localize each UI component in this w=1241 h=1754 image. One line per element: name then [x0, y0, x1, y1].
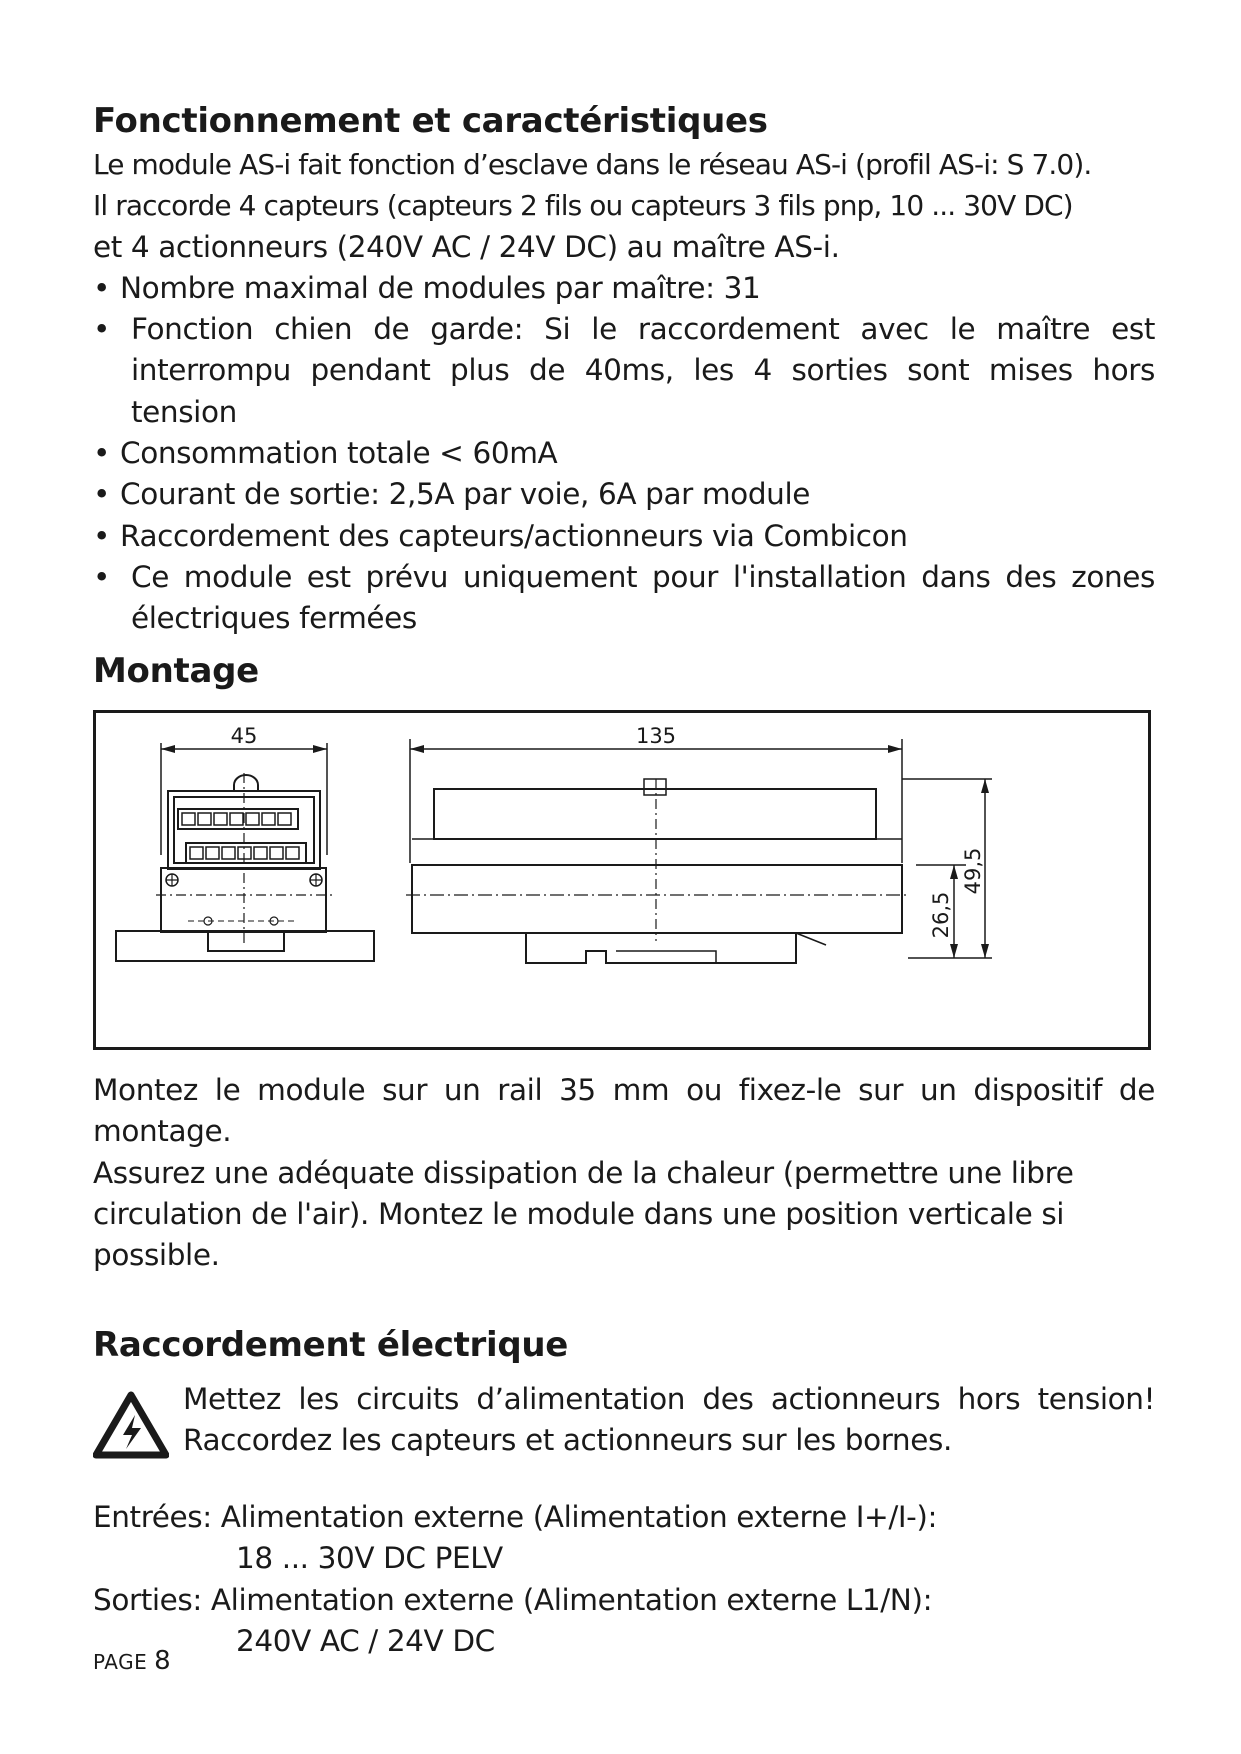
- warning-line: Mettez les circuits d’alimentation des actionneurs hors tension!: [183, 1382, 1155, 1416]
- list-item: • Nombre maximal de modules par maître: 31: [93, 268, 1155, 309]
- terminal-row-bottom: [186, 843, 306, 863]
- warning-line: Raccordez les capteurs et actionneurs sur les bornes.: [183, 1423, 952, 1458]
- section-title-fonctionnement: Fonctionnement et caractéristiques: [93, 101, 768, 141]
- intro-line: Le module AS-i fait fonction d’esclave dans le réseau AS-i (profil AS-i: S 7.0).: [93, 148, 1092, 181]
- feature-list: [93, 268, 1155, 640]
- mounting-dimension-drawing: [93, 710, 1151, 1050]
- dim-label-length: 135: [635, 724, 677, 748]
- technical-drawing: [96, 713, 1148, 1047]
- intro-line: Il raccorde 4 capteurs (capteurs 2 fils ou capteurs 3 fils pnp, 10 ... 30V DC): [93, 189, 1073, 223]
- list-item: • Fonction chien de garde: Si le raccordement avec le maître est interrompu pendant plus de 40ms, les 4 sorties sont mises hors tension: [93, 309, 1155, 433]
- mounting-line: possible.: [93, 1238, 220, 1273]
- mounting-line: Assurez une adéquate dissipation de la chaleur (permettre une libre: [93, 1155, 1074, 1190]
- terminal-row-top: [178, 809, 298, 829]
- warning-text: [183, 1379, 1155, 1462]
- intro-paragraph: [93, 144, 1155, 268]
- module-body-side: [412, 865, 902, 933]
- mounting-instructions: [93, 1070, 1155, 1276]
- inputs-value: 18 ... 30V DC PELV: [236, 1541, 503, 1576]
- power-supply-specs: [93, 1497, 1155, 1662]
- outputs-label: Sorties: Alimentation externe (Alimentation externe L1/N):: [93, 1582, 933, 1617]
- intro-line: et 4 actionneurs (240V AC / 24V DC) au maître AS-i.: [93, 229, 840, 264]
- section-title-raccordement: Raccordement électrique: [93, 1325, 569, 1365]
- dim-label-height-lower: 26,5: [929, 891, 953, 939]
- inputs-label: Entrées: Alimentation externe (Alimentation externe I+/I-):: [93, 1500, 938, 1534]
- mounting-paragraph: Montez le module sur un rail 35 mm ou fixez-le sur un dispositif de montage.: [93, 1073, 1155, 1149]
- top-tab: [234, 775, 258, 791]
- page-label: PAGE: [93, 1650, 148, 1674]
- page-footer: [93, 1646, 171, 1676]
- mounting-line: circulation de l'air). Montez le module dans une position verticale si: [93, 1196, 1065, 1231]
- dim-label-width: 45: [230, 724, 258, 748]
- list-item: • Ce module est prévu uniquement pour l'installation dans des zones électriques fermées: [93, 557, 1155, 640]
- list-item: • Raccordement des capteurs/actionneurs via Combicon: [93, 516, 1155, 557]
- dim-label-height-total: 49,5: [961, 847, 985, 895]
- electrical-hazard-warning-icon: [93, 1391, 169, 1459]
- module-top-side: [434, 789, 876, 839]
- rail-foot: [526, 933, 796, 963]
- list-item: • Consommation totale < 60mA: [93, 433, 1155, 474]
- outputs-value: 240V AC / 24V DC: [236, 1623, 495, 1658]
- document-page: [93, 98, 1155, 1676]
- section-title-montage: Montage: [93, 651, 259, 691]
- terminal-screws: [182, 813, 299, 859]
- list-item: • Courant de sortie: 2,5A par voie, 6A par module: [93, 474, 1155, 515]
- rail-clip: [208, 931, 284, 951]
- page-number: 8: [154, 1646, 172, 1676]
